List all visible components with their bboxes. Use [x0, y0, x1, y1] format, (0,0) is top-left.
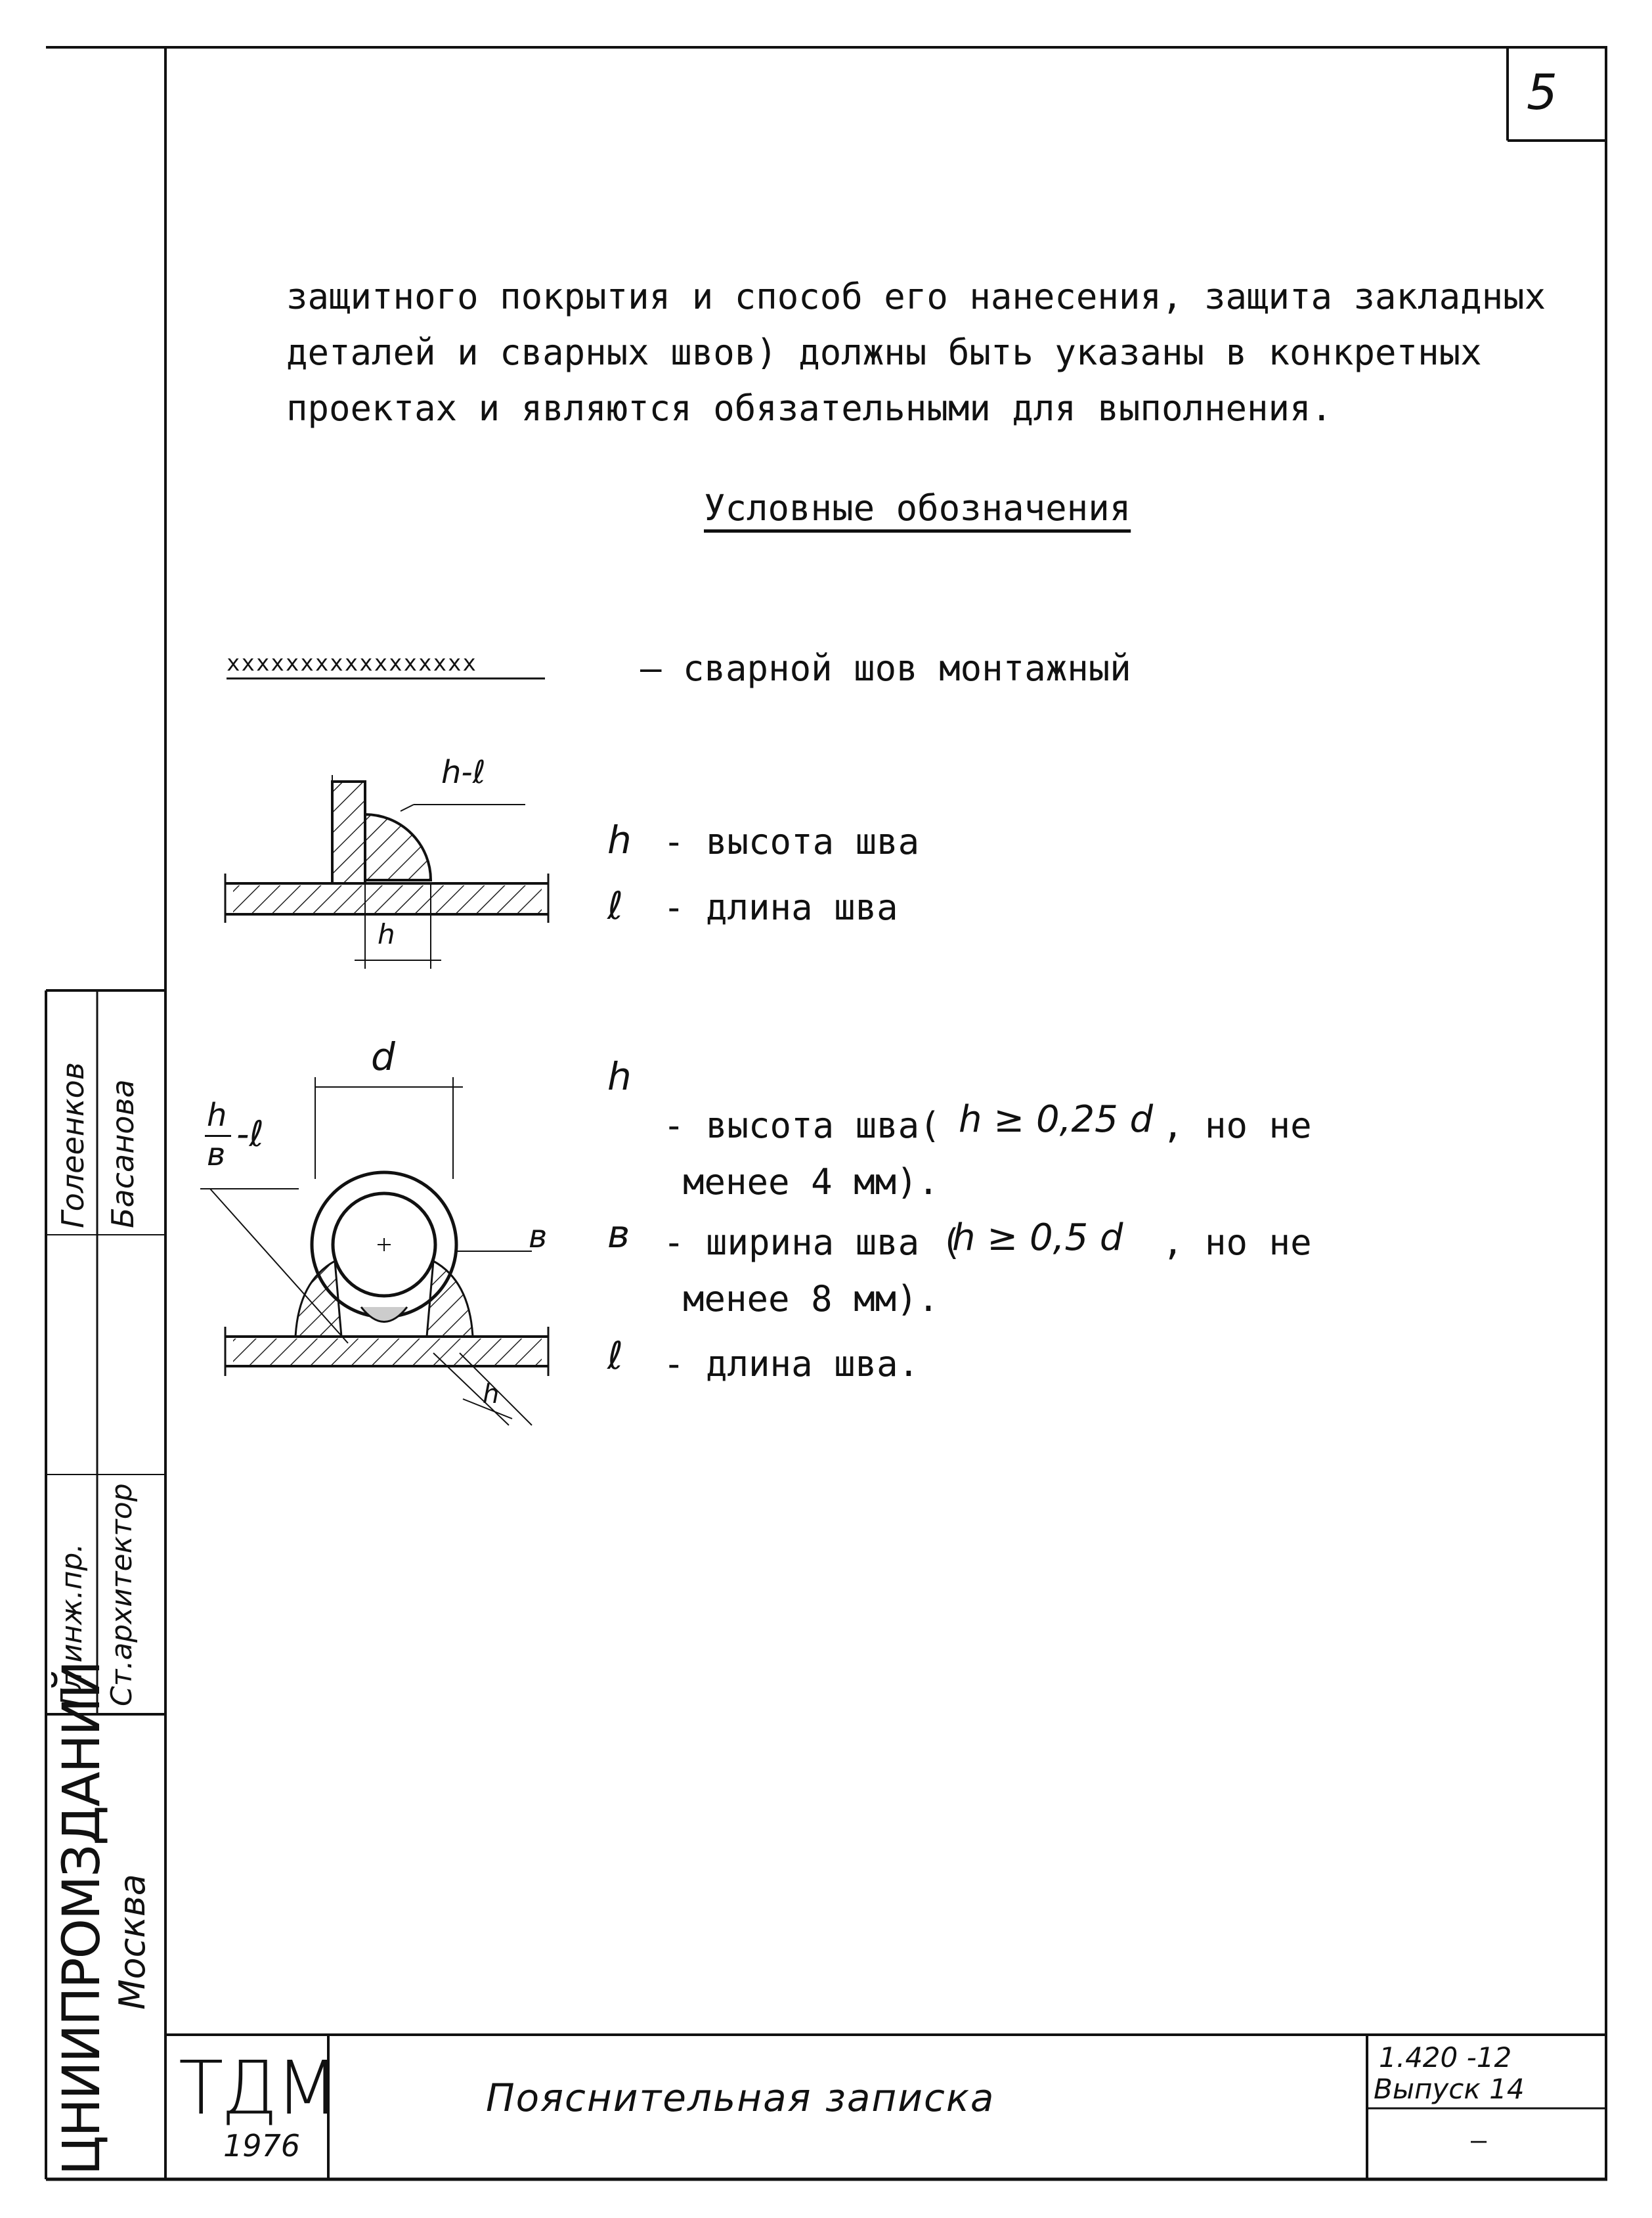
- fig2-item-1-expr: h ≥ 0,25 d: [959, 1098, 1154, 1141]
- fig1-item-1-text: - высота шва: [663, 821, 920, 862]
- fig1-label-top: h-ℓ: [441, 754, 486, 791]
- fig2-item-2-cont: менее 8 мм).: [683, 1278, 940, 1320]
- doc-title: Пояснительная записка: [486, 2075, 995, 2120]
- fig2-label-b: в: [529, 1218, 548, 1255]
- fig2-label-h: h: [483, 1379, 500, 1409]
- sidebar-name-2: Басанова: [105, 1079, 141, 1228]
- fig2-label-frac-tail: -ℓ: [236, 1113, 264, 1155]
- fig2-label-frac-den: в: [207, 1136, 226, 1173]
- fig2-item-3-symbol: ℓ: [607, 1333, 623, 1378]
- sidebar-name-1: Голеенков: [55, 1062, 91, 1228]
- body-line-3: проектах и являются обязательными для выполнения.: [286, 388, 1333, 429]
- sheet-field: —: [1471, 2125, 1487, 2156]
- fig2-label-d: d: [371, 1034, 395, 1079]
- fig2-label-frac-num: h: [207, 1097, 227, 1134]
- fig1-item-1-symbol: h: [607, 818, 632, 862]
- fig2-item-1-symbol: h: [607, 1054, 632, 1099]
- sidebar-role-2: Ст.архитектор: [105, 1483, 139, 1706]
- fig1-label-bottom: h: [378, 918, 395, 950]
- fig2-item-1-tail: , но не: [1162, 1105, 1312, 1146]
- fig2-item-2-expr: h ≥ 0,5 d: [952, 1216, 1123, 1259]
- fig2-item-2-symbol: в: [607, 1212, 630, 1256]
- fig1-item-2-symbol: ℓ: [607, 883, 623, 928]
- fig2-item-3-text: - длина шва.: [663, 1343, 920, 1385]
- title-year: 1976: [223, 2128, 301, 2163]
- sidebar-role-1: Гл.инж.пр.: [55, 1543, 89, 1706]
- fig2-item-2-text: - ширина шва (: [663, 1222, 963, 1263]
- weld-symbol: xxxxxxxxxxxxxxxxx: [227, 650, 477, 676]
- body-line-2: деталей и сварных швов) должны быть указаны в конкретных: [286, 332, 1482, 373]
- page-number: 5: [1527, 64, 1558, 121]
- fig1-item-2-text: - длина шва: [663, 887, 898, 928]
- fig2-item-1-cont: менее 4 мм).: [683, 1161, 940, 1203]
- body-line-1: защитного покрытия и способ его нанесения, защита закладных: [286, 276, 1546, 317]
- title-stamp: ТДМ: [179, 2046, 336, 2131]
- sidebar-org: ЦНИИПРОМЗДАНИЙ: [53, 1662, 112, 2175]
- legend-title: Условные обозначения: [704, 487, 1131, 529]
- fig2-item-2-tail: , но не: [1162, 1222, 1312, 1263]
- fig2-item-1-text: - высота шва(: [663, 1105, 941, 1146]
- sidebar-city: Москва: [112, 1874, 153, 2010]
- doc-issue: Выпуск 14: [1374, 2073, 1525, 2105]
- weld-legend-text: — сварной шов монтажный: [640, 648, 1131, 689]
- doc-code: 1.420 -12: [1379, 2041, 1512, 2074]
